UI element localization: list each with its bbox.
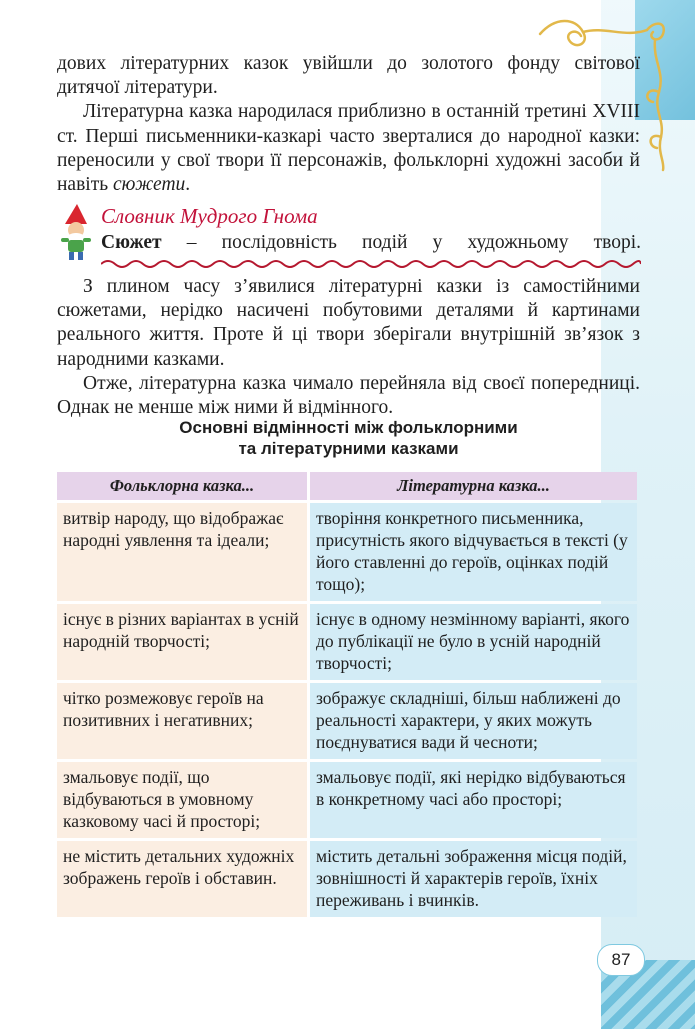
comparison-table (57, 472, 637, 920)
dictionary-title: Словник Мудрого Гнома (101, 204, 318, 228)
table-title: Основні відмінності між фольклорними та літературними казками (179, 418, 518, 458)
emphasis-word: сюжети (113, 174, 186, 196)
table-cell-literary: зображує складніші, більш наближені до реальності характери, у яких можуть поєднуватися вади й чесноти; (310, 683, 637, 759)
header-folk-tale: Фольклорна казка... (57, 472, 307, 500)
body-paragraph-4: Отже, літературна казка чимало перейняла від своєї попередниці. Однак не менше між ними й відмінного. (57, 372, 640, 419)
table-cell-literary: містить детальні зображення місця подій, зовнішності й характерів героїв, їхніх переживань і вчинків. (310, 841, 637, 917)
table-cell-literary: існує в одному незмінному варіанті, якого до публікації не було в усній народній творчості; (310, 604, 637, 680)
table-cell-literary: змальовує події, які нерідко відбуваються в конкретному часі або просторі; (310, 762, 637, 838)
dictionary-definition: Сюжет – послідовність подій у художньому творі. (101, 232, 641, 253)
table-cell-folk: не містить детальних художніх зображень героїв і обставин. (57, 841, 307, 917)
body-text (57, 275, 640, 420)
table-header (57, 472, 637, 500)
table-row (57, 683, 637, 759)
header-literary-tale: Літературна казка... (310, 472, 637, 500)
table-cell-folk: чітко розмежовує героїв на позитивних і негативних; (57, 683, 307, 759)
body-paragraph-3: З плином часу з’явилися літературні казки із самостійними сюжетами, нерідко насичені побутовими деталями й картинами реального життя. Проте й ці твори зберігали внутрішній зв’язок з народними казками. (57, 276, 640, 370)
wavy-divider (101, 258, 641, 270)
table-cell-folk: змальовує події, що відбуваються в умовному казковому часі й просторі; (57, 762, 307, 838)
table-cell-literary: творіння конкретного письменника, присутність якого відчувається в тексті (у його ставленні до героїв, оцінках подій тощо); (310, 503, 637, 601)
table-row (57, 503, 637, 601)
intro-text (57, 52, 640, 197)
table-cell-folk: існує в різних варіантах в усній народній творчості; (57, 604, 307, 680)
table-cell-folk: витвір народу, що відображає народні уявлення та ідеали; (57, 503, 307, 601)
table-row (57, 762, 637, 838)
intro-paragraph-1: дових літературних казок увійшли до золотого фонду світової дитячої літератури. (57, 53, 640, 99)
intro-paragraph-2: Літературна казка народилася приблизно в останній третині XVIII ст. Перші письменники-казкарі часто зверталися до народної казки: переносили у свої твори її персонажів, фольклорні художні засоби й навіть сюжети. (57, 101, 640, 196)
dictionary-box (57, 202, 640, 272)
gnome-icon (57, 202, 97, 262)
dictionary-term: Сюжет (101, 232, 162, 253)
table-row (57, 604, 637, 680)
table-row (57, 841, 637, 917)
page-number: 87 (597, 944, 645, 976)
